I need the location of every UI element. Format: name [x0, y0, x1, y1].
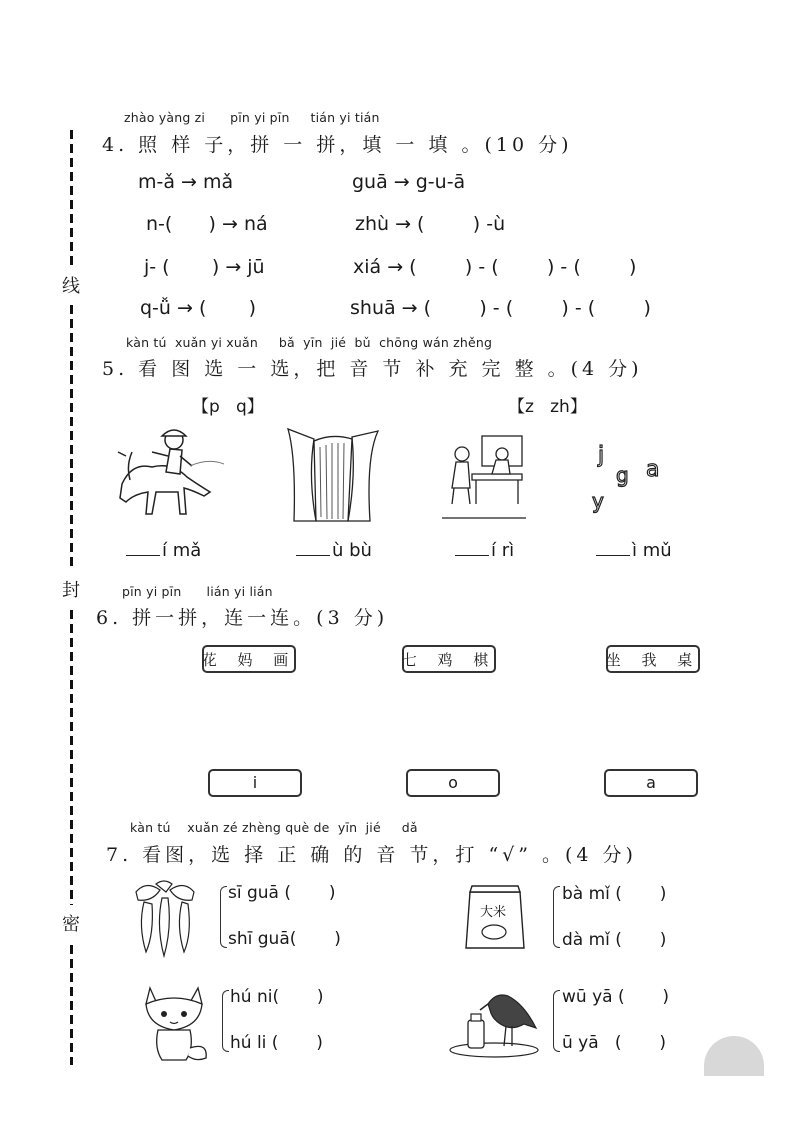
horse-rider-picture	[112, 422, 228, 522]
card-hua-ma-hua[interactable]: 花 妈 画	[198, 641, 300, 677]
q7-pinyin: kàn tú xuǎn zé zhèng què de yīn jié dǎ	[130, 820, 418, 835]
q4-row3-left[interactable]: j- ( ) → jū	[144, 256, 265, 278]
seal-dashed-line	[70, 945, 73, 1065]
q4-row3-right[interactable]: xiá → ( ) - ( ) - ( )	[353, 256, 637, 278]
answer-blank[interactable]	[126, 555, 160, 556]
q7-4-option-b[interactable]: ū yā ( )	[562, 1033, 666, 1053]
fox-picture	[136, 982, 212, 1064]
page-corner-decoration	[704, 1036, 764, 1076]
q6-pinyin: pīn yi pīn lián yi lián	[122, 584, 273, 599]
card-final-a[interactable]: a	[600, 765, 702, 801]
q7-title: 7. 看图，选 择 正 确 的 音 节，打 “√” 。(4 分)	[106, 844, 637, 866]
seal-label-xian: 线	[62, 276, 80, 297]
q7-3-option-b[interactable]: hú li ( )	[230, 1033, 323, 1053]
q4-row1-left: m-ǎ → mǎ	[138, 171, 234, 193]
seal-dashed-line	[70, 305, 73, 567]
answer-blank[interactable]	[455, 555, 489, 556]
q4-title: 4. 照 样 子，拼 一 拼，填 一 填 。(10 分)	[102, 134, 573, 156]
q4-row2-left[interactable]: n-( ) → ná	[146, 213, 268, 235]
q7-1-option-a[interactable]: sī guā ( )	[228, 883, 336, 903]
q7-2-option-b[interactable]: dà mǐ ( )	[562, 930, 667, 950]
seal-label-mi: 密	[62, 914, 80, 935]
q5-title: 5. 看 图 选 一 选，把 音 节 补 充 完 整 。(4 分)	[102, 358, 643, 380]
q7-3-option-a[interactable]: hú ni( )	[230, 987, 324, 1007]
q4-row4-left[interactable]: q-ǚ → ( )	[140, 297, 257, 319]
svg-text:a: a	[646, 457, 660, 482]
q7-1-option-b[interactable]: shī guā( )	[228, 929, 341, 949]
brace	[553, 886, 560, 948]
q6-title: 6. 拼一拼，连一连。(3 分)	[96, 607, 389, 629]
waterfall-picture	[286, 427, 381, 522]
answer-blank[interactable]	[596, 555, 630, 556]
q5-pinyin: kàn tú xuǎn yi xuǎn bǎ yīn jié bǔ chōng wán zhěng	[126, 335, 493, 350]
rice-bag-picture	[462, 882, 528, 952]
brace	[222, 990, 229, 1052]
q4-row1-right: guā → g-u-ā	[352, 171, 466, 193]
q5-answer-1[interactable]: í mǎ	[126, 540, 201, 561]
card-final-i[interactable]: i	[204, 765, 306, 801]
seal-label-feng: 封	[62, 580, 80, 601]
card-final-o[interactable]: o	[402, 765, 504, 801]
q5-answer-4[interactable]: ì mǔ	[596, 540, 672, 561]
crow-bottle-picture	[444, 984, 540, 1060]
card-zuo-wo-zhuo[interactable]: 坐 我 桌	[602, 641, 704, 677]
q4-row4-right[interactable]: shuā → ( ) - ( ) - ( )	[350, 297, 651, 319]
letters-picture	[588, 436, 672, 514]
q5-options-p-q: 【p q】	[192, 397, 264, 417]
q5-answer-2[interactable]: ù bù	[296, 540, 372, 561]
svg-text:g: g	[616, 463, 629, 487]
q4-pinyin: zhào yàng zi pīn yi pīn tián yi tián	[124, 110, 380, 125]
q7-2-option-a[interactable]: bà mǐ ( )	[562, 884, 667, 904]
q7-4-option-a[interactable]: wū yā ( )	[562, 987, 670, 1007]
brace	[553, 990, 560, 1052]
children-at-desk-picture	[442, 432, 527, 520]
loofah-picture	[126, 876, 204, 958]
q4-row2-right[interactable]: zhù → ( ) -ù	[355, 213, 506, 235]
answer-blank[interactable]	[296, 555, 330, 556]
q5-options-z-zh: 【z zh】	[508, 397, 587, 417]
svg-text:j: j	[598, 443, 605, 468]
rice-bag-label: 大米	[480, 905, 507, 920]
brace	[220, 886, 227, 948]
q5-answer-3[interactable]: í rì	[455, 540, 514, 561]
seal-dashed-line	[70, 130, 73, 265]
card-qi-ji-qi[interactable]: 七 鸡 棋	[398, 641, 500, 677]
svg-text:y: y	[592, 489, 604, 513]
seal-dashed-line	[70, 610, 73, 905]
